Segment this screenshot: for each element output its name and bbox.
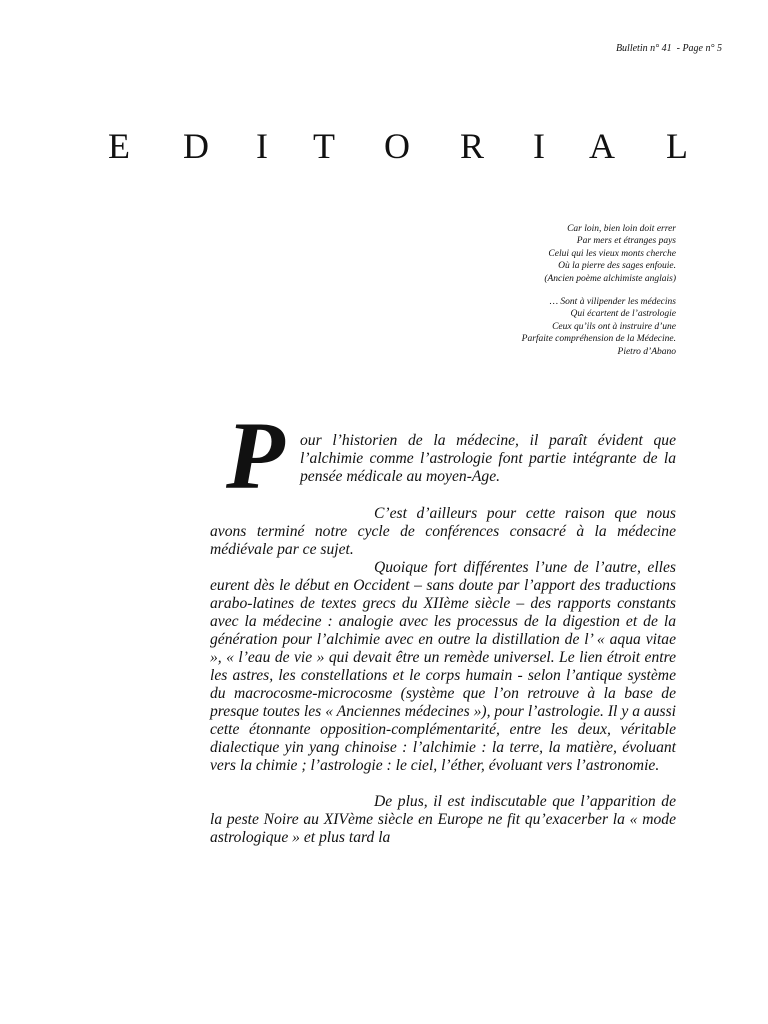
title-letter: A xyxy=(589,126,615,166)
title-letter: D xyxy=(183,126,209,166)
title-letter: I xyxy=(533,126,545,166)
epigraph-poem xyxy=(544,223,676,285)
epigraph-author: Pietro d’Abano xyxy=(617,346,676,357)
epigraph-line: Ceux qu’ils ont à instruire d’une xyxy=(552,321,676,332)
epigraph-line: Parfaite compréhension de la Médecine. xyxy=(521,334,676,345)
page-title xyxy=(0,126,768,166)
epigraph-quote xyxy=(522,296,676,358)
epigraph-source: (Ancien poème alchimiste anglais) xyxy=(544,273,676,284)
drop-cap: P xyxy=(226,402,285,509)
title-letter: R xyxy=(460,126,485,166)
title-letter: T xyxy=(313,126,335,166)
epigraph-line: Par mers et étranges pays xyxy=(576,236,676,247)
title-letter: O xyxy=(384,126,410,166)
title-letter: L xyxy=(666,126,688,166)
intro-paragraph: our l’historien de la médecine, il paraît évident que l’alchimie comme l’astrologie font partie intégrante de la pensée médicale au moyen-Age. xyxy=(300,432,676,485)
body-paragraph: C’est d’ailleurs pour cette raison que nous avons terminé notre cycle de conférences consacré à la médecine médiévale par ce sujet. xyxy=(210,505,676,558)
epigraph-line: Celui qui les vieux monts cherche xyxy=(548,248,676,259)
body-paragraph: De plus, il est indiscutable que l’apparition de la peste Noire au XIVème siècle en Europe ne fit qu’exacerber la « mode astrologique » et plus tard la xyxy=(210,793,676,846)
epigraph-line: … Sont à vilipender les médecins xyxy=(549,297,676,307)
body-paragraph: Quoique fort différentes l’une de l’autre, elles eurent dès le début en Occident – sans doute par l’apport des traductions arabo-latines de textes grecs du XIIème siècle – des rapports constants avec la médecine : analogie avec les processus de la digestion et de la génération pour l’alchimie avec en outre la distillation de l’ « aqua vitae », « l’eau de vie » qui devait être un remède universel. Le lien étroit entre les astres, les constellations et le corps humain - selon l’antique système du macrocosme-microcosme (système que l’on retrouve à la base de presque toutes les « Anciennes médecines »), pour l’astrologie. Il y a aussi cette étonnante opposition-complémentarité, entre les deux, véritable dialectique yin yang chinoise : l’alchimie : la terre, la matière, évoluant vers la chimie ; l’astrologie : le ciel, l’éther, évoluant vers l’astronomie. xyxy=(210,559,676,774)
title-letter: E xyxy=(108,126,130,166)
epigraph-line: Car loin, bien loin doit errer xyxy=(567,224,676,234)
epigraph-line: Où la pierre des sages enfouie. xyxy=(558,261,676,272)
epigraph-line: Qui écartent de l’astrologie xyxy=(570,309,676,320)
article-body xyxy=(210,505,676,847)
page-header: Bulletin n° 41 - Page n° 5 xyxy=(615,43,722,54)
title-letter: I xyxy=(256,126,268,166)
